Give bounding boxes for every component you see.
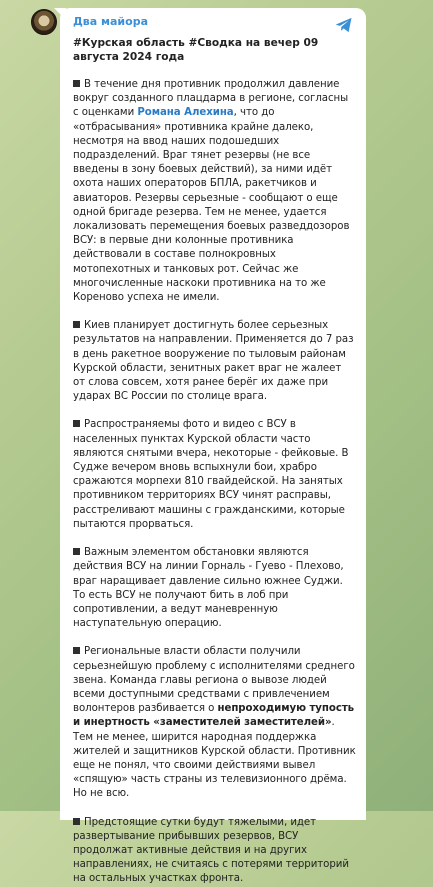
author-link[interactable]: Романа Алехина <box>137 107 234 119</box>
bold-phrase: непроходимую тупость и инертность «заместителей заместителей» <box>73 703 355 729</box>
post-paragraph-2: Киев планирует достигнуть более серьезных результатов на направлении. Применяется до 7 раз в день ракетное вооружение по тыловым районам Курской области, зенитных ракет враг не жалеет от слова совсем, хотя ранее берёг их даже при ударах ВС России по столице врага. <box>73 320 354 403</box>
black-square-icon <box>73 321 80 328</box>
post-paragraph-3: Распространяемы фото и видео с ВСУ в населенных пунктах Курской области часто являются снятыми вчера, некоторые - фейковые. В Судже вечером вновь вспыхнули бои, храбро сражаются морпехи 810 гвайдейской. На занятых противником территориях ВСУ чинят расправы, расстреливают машины с гражданскими, которые пытаются прорваться. <box>73 419 349 530</box>
black-square-icon <box>73 548 80 555</box>
post-paragraph-4: Важным элементом обстановки являются действия ВСУ на линии Горналь - Гуево - Плехово, враг наращивает давление сильно южнее Суджи. То есть ВСУ не получают бить в лоб при сопротивлении, а ведут маневренную наступательную операцию. <box>73 547 344 630</box>
channel-avatar[interactable] <box>31 9 57 35</box>
channel-name[interactable]: Два майора <box>73 15 148 28</box>
black-square-icon <box>73 818 80 825</box>
black-square-icon <box>73 647 80 654</box>
message-bubble <box>60 8 366 885</box>
post-paragraph-5: Региональные власти области получили серьезнейшую проблему с исполнителями среднего звена. Команда главы региона о вывозе людей всеми доступными средствами с привлечением волонтеров разбивается о непроходимую тупость и инертность «заместителей заместителей». Тем не менее, ширится народная поддержка жителей и защитников Курской области. Противник еще не понял, что своими действиями вывел «спящую» часть страны из телевизионного дрёма. Но не всю. <box>73 646 356 800</box>
telegram-share-icon[interactable] <box>334 15 354 35</box>
black-square-icon <box>73 80 80 87</box>
post-paragraph-6: Предстоящие сутки будут тяжелыми, идет развертывание прибывших резервов, ВСУ продолжат активные действия и на других направлениях, не считаясь с потерями территорий на остальных участках фронта. <box>73 816 349 885</box>
post-paragraph-1: В течение дня противник продолжил давление вокруг созданного плацдарма в регионе, согласны с оценками Романа Алехина, что до «отбрасывания» противника крайне далеко, несмотря на ввод наших подошедших подразделений. Враг тянет резервы (не все введены в зону боевых действий), за ними идёт охота наших операторов БПЛА, ракетчиков и авиаторов. Резервы серьезные - сообщают о еще одной бригаде резерва. Тем не менее, удается локализовать перемещения боевых разведдозоров ВСУ: в первые дни колонные противника действовали в составе полнокровных мотопехотных и танковых рот. Сейчас же многочисленные наскоки противника на то же Кореново успеха не имели. <box>73 79 350 304</box>
post-heading: #Курская область #Сводка на вечер 09 августа 2024 года <box>73 37 319 63</box>
black-square-icon <box>73 420 80 427</box>
